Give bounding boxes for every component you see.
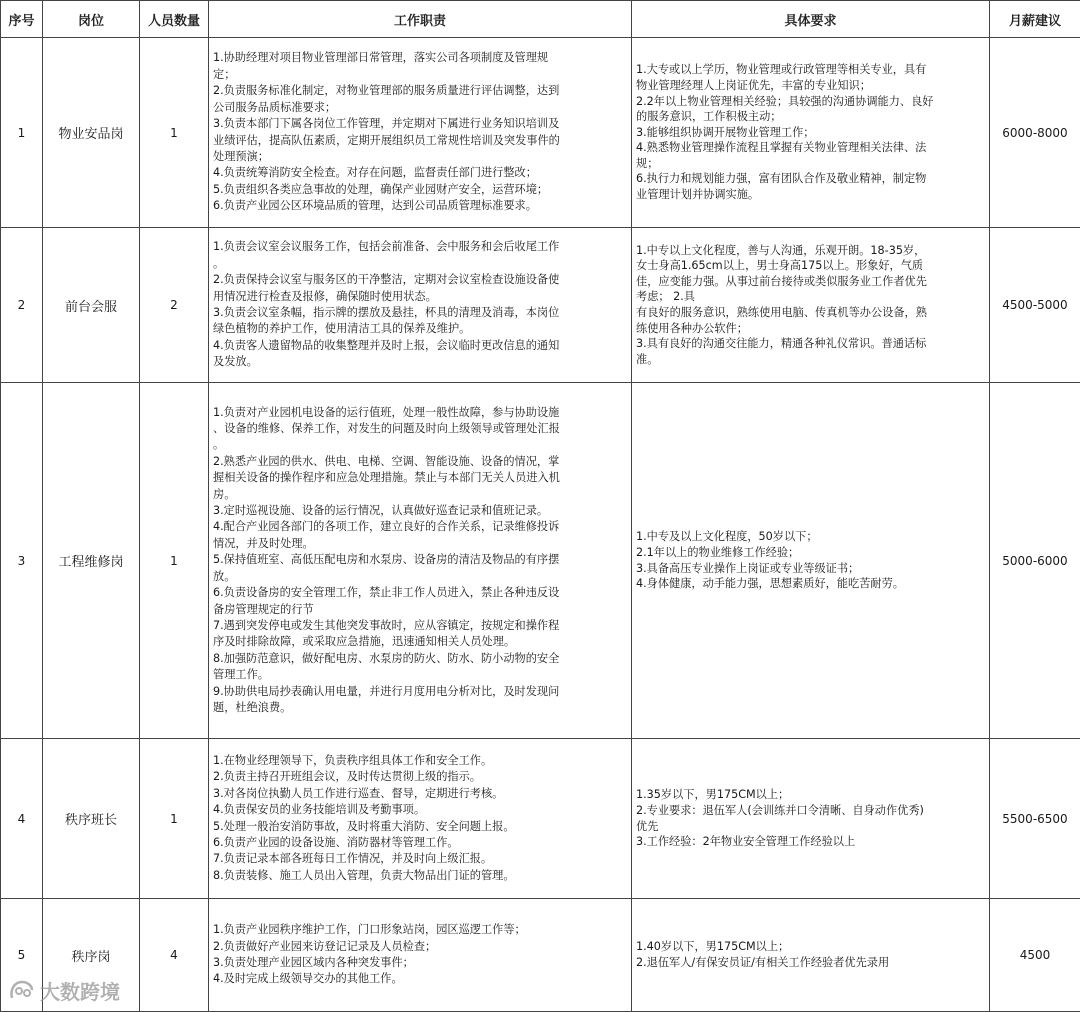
duties-cell [209, 38, 632, 228]
duty-line: 。 [213, 437, 627, 453]
row-number: 2 [1, 228, 43, 383]
duty-line: 1.在物业经理领导下，负责秩序组具体工作和安全工作。 [213, 753, 627, 769]
duties-cell [209, 228, 632, 383]
requirements-list [636, 939, 985, 970]
duty-line: 放。 [213, 569, 627, 585]
requirements-cell [632, 228, 990, 383]
duty-line: 及发放。 [213, 354, 627, 370]
header-count: 人员数量 [140, 1, 209, 38]
duty-line: 2.负责做好产业园来访登记记录及人员检查； [213, 939, 627, 955]
duty-line: 1.负责对产业园机电设备的运行值班，处理一般性故障，参与协助设施 [213, 405, 627, 421]
position-name: 工程维修岗 [43, 383, 140, 739]
duty-line: 、设备的维修、保养工作，对发生的问题及时向上级领导或管理处汇报 [213, 421, 627, 437]
duty-line: 绿色植物的养护工作，使用清洁工具的保养及维护。 [213, 321, 627, 337]
header-row [1, 1, 1080, 38]
dashuju-logo-icon [8, 978, 36, 1002]
duty-line: 6.负责产业园的设备设施、消防器材等管理工作。 [213, 835, 627, 851]
requirement-line: 3.具有良好的沟通交往能力，精通各种礼仪常识。普通话标 [636, 336, 985, 352]
salary: 4500 [990, 899, 1080, 1012]
table-row [1, 38, 1080, 228]
duties-list [213, 239, 627, 370]
duty-line: 定； [213, 67, 627, 83]
requirements-list [636, 529, 985, 591]
duty-line: 3.负责处理产业园区域内各种突发事件； [213, 955, 627, 971]
header-salary: 月薪建议 [990, 1, 1080, 38]
duty-line: 用情况进行检查及报修，确保随时使用状态。 [213, 289, 627, 305]
requirement-line: 3.能够组织协调开展物业管理工作； [636, 125, 985, 141]
requirement-line: 4.身体健康，动手能力强，思想素质好，能吃苦耐劳。 [636, 576, 985, 592]
duty-line: 业绩评估，提高队伍素质，定期开展组织员工常规性培训及突发事件的 [213, 133, 627, 149]
duty-line: 3.对各岗位执勤人员工作进行巡查、督导，定期进行考核。 [213, 786, 627, 802]
headcount: 1 [140, 739, 209, 899]
table-row [1, 899, 1080, 1012]
duty-line: 7.遇到突发停电或发生其他突发事故时，应从容镇定，按规定和操作程 [213, 618, 627, 634]
duty-line: 1.协助经理对项目物业管理部日常管理，落实公司各项制度及管理规 [213, 50, 627, 66]
duties-list [213, 405, 627, 717]
duty-line: 1.负责产业园秩序维护工作，门口形象站岗，园区巡逻工作等； [213, 922, 627, 938]
duty-line: 9.协助供电局抄表确认用电量，并进行月度用电分析对比，及时发现问 [213, 684, 627, 700]
duty-line: 6.负责产业园公区环境品质的管理，达到公司品质管理标准要求。 [213, 198, 627, 214]
requirements-cell [632, 38, 990, 228]
requirement-line: 1.中专以上文化程度，善与人沟通，乐观开朗。18-35岁， [636, 243, 985, 259]
requirement-line: 3.工作经验：2年物业安全管理工作经验以上 [636, 834, 985, 850]
requirement-line: 1.40岁以下，男175CM以上； [636, 939, 985, 955]
duty-line: 管理工作。 [213, 667, 627, 683]
requirement-line: 2.1年以上的物业维修工作经验； [636, 545, 985, 561]
duties-cell [209, 383, 632, 739]
row-number: 5 [1, 899, 43, 1012]
duty-line: 3.负责会议室条幅，指示牌的摆放及悬挂，杯具的清理及消毒，本岗位 [213, 305, 627, 321]
duty-line: 4.负责客人遗留物品的收集整理并及时上报，会议临时更改信息的通知 [213, 338, 627, 354]
duty-line: 7.负责记录本部各班每日工作情况，并及时向上级汇报。 [213, 851, 627, 867]
duty-line: 3.负责本部门下属各岗位工作管理，并定期对下属进行业务知识培训及 [213, 116, 627, 132]
requirements-cell [632, 899, 990, 1012]
duty-line: 8.负责装修、施工人员出入管理，负责大物品出门证的管理。 [213, 868, 627, 884]
duty-line: 1.负责会议室会议服务工作，包括会前准备、会中服务和会后收尾工作 [213, 239, 627, 255]
duty-line: 情况，并及时处理。 [213, 536, 627, 552]
requirements-list [636, 243, 985, 368]
position-name: 物业安品岗 [43, 38, 140, 228]
requirement-line: 3.具备高压专业操作上岗证或专业等级证书； [636, 561, 985, 577]
duty-line: 3.定时巡视设施、设备的运行情况，认真做好巡查记录和值班记录。 [213, 503, 627, 519]
requirement-line: 2.2年以上物业管理相关经验；具较强的沟通协调能力、良好 [636, 94, 985, 110]
salary: 4500-5000 [990, 228, 1080, 383]
requirement-line: 考虑； 2.具 [636, 289, 985, 305]
duty-line: 备房管理规定的行节 [213, 602, 627, 618]
position-name: 秩序班长 [43, 739, 140, 899]
duty-line: 2.负责主持召开班组会议，及时传达贯彻上级的指示。 [213, 769, 627, 785]
requirement-line: 1.35岁以下，男175CM以上； [636, 787, 985, 803]
requirement-line: 2.退伍军人/有保安员证/有相关工作经验者优先录用 [636, 955, 985, 971]
duties-list [213, 753, 627, 884]
header-no: 序号 [1, 1, 43, 38]
duties-cell [209, 899, 632, 1012]
duty-line: 处理预演； [213, 149, 627, 165]
requirements-cell [632, 739, 990, 899]
duty-line: 4.配合产业园各部门的各项工作，建立良好的合作关系，记录维修投诉 [213, 519, 627, 535]
duty-line: 6.负责设备房的安全管理工作，禁止非工作人员进入，禁止各种违反设 [213, 585, 627, 601]
duty-line: 5.处理一般治安消防事故，及时将重大消防、安全问题上报。 [213, 819, 627, 835]
duty-line: 2.负责保持会议室与服务区的干净整洁，定期对会议室检查设施设备使 [213, 272, 627, 288]
requirement-line: 有良好的服务意识，熟练使用电脑、传真机等办公设备，熟 [636, 305, 985, 321]
duties-list [213, 922, 627, 988]
table-row [1, 383, 1080, 739]
header-requirements: 具体要求 [632, 1, 990, 38]
duty-line: 8.加强防范意识，做好配电房、水泵房的防火、防水、防小动物的安全 [213, 651, 627, 667]
requirements-list [636, 787, 985, 849]
requirement-line: 优先 [636, 819, 985, 835]
duty-line: 2.负责服务标准化制定，对物业管理部的服务质量进行评估调整，达到 [213, 83, 627, 99]
duties-list [213, 50, 627, 214]
row-number: 1 [1, 38, 43, 228]
row-number: 4 [1, 739, 43, 899]
duty-line: 5.负责组织各类应急事故的处理，确保产业园财产安全，运营环境； [213, 182, 627, 198]
duty-line: 序及时排除故障，或采取应急措施，迅速通知相关人员处理。 [213, 634, 627, 650]
header-duties: 工作职责 [209, 1, 632, 38]
duty-line: 。 [213, 256, 627, 272]
requirement-line: 4.熟悉物业管理操作流程且掌握有关物业管理相关法律、法 [636, 140, 985, 156]
position-name: 前台会服 [43, 228, 140, 383]
requirement-line: 2.专业要求：退伍军人(会训练并口令清晰、自身动作优秀) [636, 803, 985, 819]
headcount: 1 [140, 38, 209, 228]
duty-line: 房。 [213, 487, 627, 503]
headcount: 1 [140, 383, 209, 739]
table-row [1, 739, 1080, 899]
headcount: 2 [140, 228, 209, 383]
requirement-line: 规； [636, 156, 985, 172]
duty-line: 2.熟悉产业园的供水、供电、电梯、空调、智能设施、设备的情况，掌 [213, 454, 627, 470]
requirement-line: 女士身高1.65cm以上，男士身高175以上。形象好，气质 [636, 258, 985, 274]
requirement-line: 6.执行力和规划能力强，富有团队合作及敬业精神，制定物 [636, 171, 985, 187]
header-position: 岗位 [43, 1, 140, 38]
requirement-line: 1.中专及以上文化程度，50岁以下； [636, 529, 985, 545]
requirement-line: 业管理计划并协调实施。 [636, 187, 985, 203]
duty-line: 握相关设备的操作程序和应急处理措施。禁止与本部门无关人员进入机 [213, 470, 627, 486]
watermark-text: 大数跨境 [40, 976, 120, 1005]
duty-line: 公司服务品质标准要求； [213, 100, 627, 116]
headcount: 4 [140, 899, 209, 1012]
requirement-line: 物业管理经理人上岗证优先，丰富的专业知识； [636, 78, 985, 94]
row-number: 3 [1, 383, 43, 739]
salary: 6000-8000 [990, 38, 1080, 228]
position-name: 秩序岗 [43, 899, 140, 1012]
duty-line: 4.负责统筹消防安全检查。对存在问题，监督责任部门进行整改； [213, 165, 627, 181]
requirement-line: 练使用各种办公软件； [636, 321, 985, 337]
duties-cell [209, 739, 632, 899]
duty-line: 4.负责保安员的业务技能培训及考勤事项。 [213, 802, 627, 818]
duty-line: 5.保持值班室、高低压配电房和水泵房、设备房的清洁及物品的有序摆 [213, 552, 627, 568]
requirements-cell [632, 383, 990, 739]
table-row [1, 228, 1080, 383]
salary: 5000-6000 [990, 383, 1080, 739]
requirements-list [636, 62, 985, 202]
requirement-line: 的服务意识，工作积极主动； [636, 109, 985, 125]
requirement-line: 佳，应变能力强。从事过前台接待或类似服务业工作者优先 [636, 274, 985, 290]
watermark [8, 975, 120, 1005]
duty-line: 4.及时完成上级领导交办的其他工作。 [213, 971, 627, 987]
requirement-line: 准。 [636, 352, 985, 368]
requirement-line: 1.大专或以上学历，物业管理或行政管理等相关专业，具有 [636, 62, 985, 78]
duty-line: 题，杜绝浪费。 [213, 700, 627, 716]
salary: 5500-6500 [990, 739, 1080, 899]
